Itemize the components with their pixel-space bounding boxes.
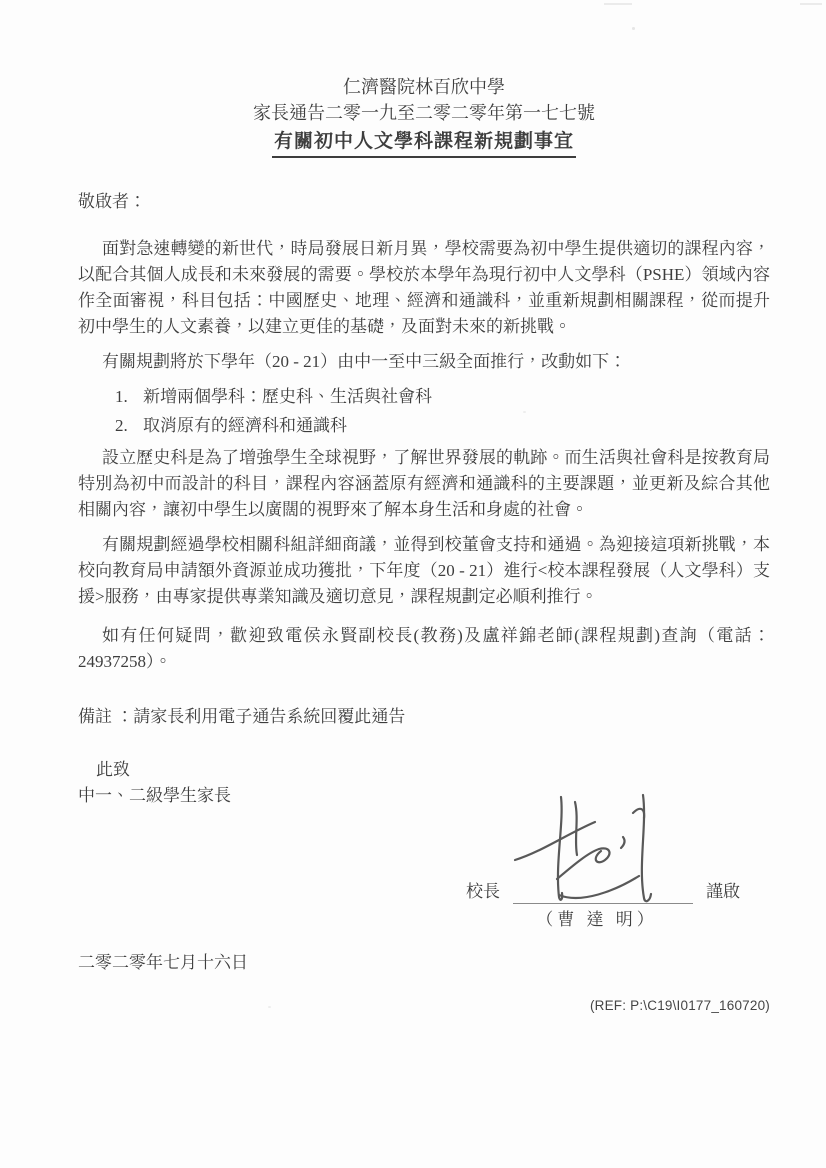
signature-line: [513, 795, 693, 904]
paragraph-enquiry: 如有任何疑問，歡迎致電侯永賢副校長(教務)及盧祥錦老師(課程規劃)查詢（電話：24937258）。: [78, 626, 770, 671]
school-name: 仁濟醫院林百欣中學: [343, 77, 505, 97]
respect-label: 謹啟: [706, 882, 740, 901]
ref-code: (REF: P:\C19\I0177_160720): [589, 998, 770, 1013]
list-item: [115, 411, 770, 440]
paragraph-rationale: 設立歷史科是為了增強學生全球視野，了解世界發展的軌跡。而生活與社會科是按教育局特別為初中而設計的科目，課程內容涵蓋原有經濟和通識科的主要課題，並更新及綜合其他相關內容，讓初中學生以廣闊的視野來了解本身生活和身處的社會。: [78, 448, 770, 519]
scan-smudge: [604, 3, 632, 5]
scan-smudge: [800, 3, 822, 5]
list-item-text: 取消原有的經濟科和通識科: [143, 416, 347, 435]
changes-list: [115, 382, 770, 440]
letter-date: 二零二零年七月十六日: [78, 953, 248, 972]
handwritten-signature-icon: [505, 791, 701, 915]
scan-speck: [523, 411, 526, 413]
paragraph-plan: 有關規劃將於下學年（20 - 21）由中一至中三級全面推行，改動如下：: [102, 352, 627, 371]
paragraph-approval: 有關規劃經過學校相關科組詳細商議，並得到校董會支持和通過。為迎接這項新挑戰，本校向教育局申請額外資源並成功獲批，下年度（20 - 21）進行<校本課程發展（人文學科）支援>服務，由專家提供專業知識及適切意見，課程規劃定必順利推行。: [78, 535, 770, 606]
salutation: 敬啟者：: [78, 192, 146, 211]
scan-speck: [268, 1006, 271, 1008]
list-number: 2.: [115, 416, 128, 435]
list-item: [115, 382, 770, 411]
notice-number: 家長通告二零一九至二零二零年第一七七號: [253, 103, 595, 123]
signer-role-label: 校長: [466, 882, 500, 901]
signature-block: [466, 795, 740, 932]
remark-line: 備註 ：請家長利用電子通告系統回覆此通告: [78, 707, 406, 726]
closing-recipients: 中一、二級學生家長: [78, 786, 231, 805]
list-item-text: 新增兩個學科：歷史科、生活與社會科: [143, 387, 432, 406]
letter-header: [78, 74, 770, 158]
subject-title: 有關初中人文學科課程新規劃事宜: [272, 129, 576, 158]
signature-row: [466, 795, 740, 904]
signer-name: （曹 達 明）: [536, 910, 658, 929]
closing-cizhi: 此致: [96, 760, 130, 779]
scan-speck: [632, 27, 635, 30]
paragraph-intro: 面對急速轉變的新世代，時局發展日新月異，學校需要為初中學生提供適切的課程內容，以配合其個人成長和未來發展的需要。學校於本學年為現行初中人文學科（PSHE）領域內容作全面審視，科目包括：中國歷史、地理、經濟和通識科，並重新規劃相關課程，從而提升初中學生的人文素養，以建立更佳的基礎，及面對未來的新挑戰。: [78, 239, 770, 336]
list-number: 1.: [115, 387, 128, 406]
